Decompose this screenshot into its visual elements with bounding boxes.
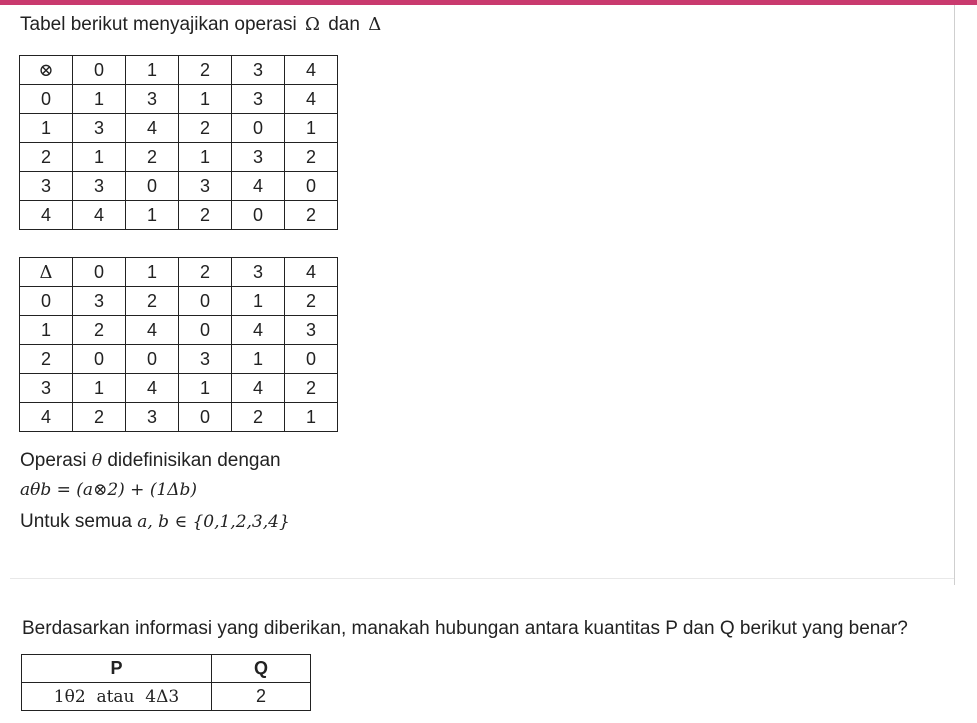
table-cell: 4 (126, 316, 179, 345)
table-cell: 1 (232, 345, 285, 374)
table-row-label: 4 (20, 201, 73, 230)
table-cell: 0 (285, 345, 338, 374)
table-cell: 3 (73, 287, 126, 316)
pq-comparison-table (21, 654, 311, 711)
domain-line (20, 511, 290, 533)
table-cell: 3 (73, 172, 126, 201)
p-header: P (22, 655, 212, 683)
table-row (20, 374, 338, 403)
table-cell: 1 (179, 85, 232, 114)
table-cell: 2 (285, 374, 338, 403)
table-row (20, 85, 338, 114)
table-cell: 0 (232, 114, 285, 143)
table-cell: 4 (232, 172, 285, 201)
table-cell: 0 (232, 201, 285, 230)
table-header-cell: 2 (179, 258, 232, 287)
table-cell: 2 (179, 114, 232, 143)
table-header-cell: 4 (285, 258, 338, 287)
table-header-cell: 3 (232, 56, 285, 85)
table-cell: 0 (126, 172, 179, 201)
theta-symbol: θ (91, 451, 103, 471)
section-divider (10, 578, 954, 579)
table-corner-symbol: ⊗ (20, 56, 73, 85)
table-cell: 1 (179, 374, 232, 403)
table-row-label: 2 (20, 143, 73, 172)
table-cell: 4 (73, 201, 126, 230)
table-cell: 1 (179, 143, 232, 172)
intro-conjunction: dan (328, 14, 360, 35)
table-row (20, 316, 338, 345)
table-row (20, 201, 338, 230)
table-cell: 2 (126, 143, 179, 172)
table-cell: 4 (285, 85, 338, 114)
table-cell: 1 (126, 201, 179, 230)
table-row-label: 2 (20, 345, 73, 374)
table-row-label: 1 (20, 316, 73, 345)
table-row (20, 172, 338, 201)
p-value: 1θ2 atau 4Δ3 (22, 683, 212, 711)
table-corner-symbol: Δ (20, 258, 73, 287)
table-row (20, 403, 338, 432)
table-row (20, 143, 338, 172)
intro-prefix: Tabel berikut menyajikan operasi (20, 14, 297, 35)
table-row-label: 1 (20, 114, 73, 143)
table-header-cell: 2 (179, 56, 232, 85)
table-cell: 0 (73, 345, 126, 374)
delta-symbol: Δ (368, 14, 382, 35)
table-cell: 3 (126, 85, 179, 114)
table-cell: 4 (232, 316, 285, 345)
table-cell: 0 (179, 403, 232, 432)
table-cell: 2 (285, 201, 338, 230)
table-header-cell: 1 (126, 258, 179, 287)
table-row (20, 287, 338, 316)
table-cell: 1 (73, 143, 126, 172)
question-text: Berdasarkan informasi yang diberikan, manakah hubungan antara kuantitas P dan Q berikut yang benar? (22, 618, 908, 639)
table-cell: 3 (126, 403, 179, 432)
table-header-cell: 4 (285, 56, 338, 85)
table-header-row (20, 56, 338, 85)
table-cell: 3 (285, 316, 338, 345)
definition-formula: aθb = (a⊗2) + (1Δb) (20, 480, 198, 500)
table-row-label: 4 (20, 403, 73, 432)
content-border (954, 5, 955, 585)
q-value: 2 (212, 683, 311, 711)
table-row-label: 0 (20, 287, 73, 316)
table-row (20, 345, 338, 374)
otimes-operation-table (19, 55, 338, 230)
table-cell: 1 (232, 287, 285, 316)
omega-symbol: Ω (305, 14, 320, 35)
definition-prefix: Operasi (20, 450, 87, 471)
table-row (22, 683, 311, 711)
definition-line (20, 450, 281, 472)
table-header-cell: 1 (126, 56, 179, 85)
table-header-cell: 3 (232, 258, 285, 287)
table-cell: 2 (285, 143, 338, 172)
definition-suffix: didefinisikan dengan (107, 450, 281, 471)
table-cell: 0 (126, 345, 179, 374)
table-cell: 0 (179, 287, 232, 316)
domain-prefix: Untuk semua (20, 511, 132, 532)
q-header: Q (212, 655, 311, 683)
table-row-label: 0 (20, 85, 73, 114)
table-cell: 1 (285, 403, 338, 432)
table-cell: 0 (285, 172, 338, 201)
table-row-label: 3 (20, 374, 73, 403)
table-cell: 1 (285, 114, 338, 143)
table-header-row (20, 258, 338, 287)
domain-set: a, b ∈ {0,1,2,3,4} (137, 512, 290, 532)
table-cell: 3 (179, 345, 232, 374)
table-cell: 2 (73, 316, 126, 345)
table-cell: 3 (73, 114, 126, 143)
delta-operation-table (19, 257, 338, 432)
table-cell: 2 (179, 201, 232, 230)
table-cell: 2 (73, 403, 126, 432)
top-accent-bar (0, 0, 977, 5)
table-cell: 1 (73, 374, 126, 403)
table-header-cell: 0 (73, 258, 126, 287)
table-cell: 1 (73, 85, 126, 114)
table-row (20, 114, 338, 143)
table-header-cell: 0 (73, 56, 126, 85)
table-cell: 4 (232, 374, 285, 403)
table-cell: 4 (126, 114, 179, 143)
table-header-row (22, 655, 311, 683)
table-cell: 0 (179, 316, 232, 345)
table-cell: 3 (179, 172, 232, 201)
intro-text (20, 14, 384, 36)
table-cell: 2 (126, 287, 179, 316)
table-cell: 2 (232, 403, 285, 432)
table-cell: 3 (232, 143, 285, 172)
table-cell: 4 (126, 374, 179, 403)
table-cell: 3 (232, 85, 285, 114)
table-row-label: 3 (20, 172, 73, 201)
table-cell: 2 (285, 287, 338, 316)
